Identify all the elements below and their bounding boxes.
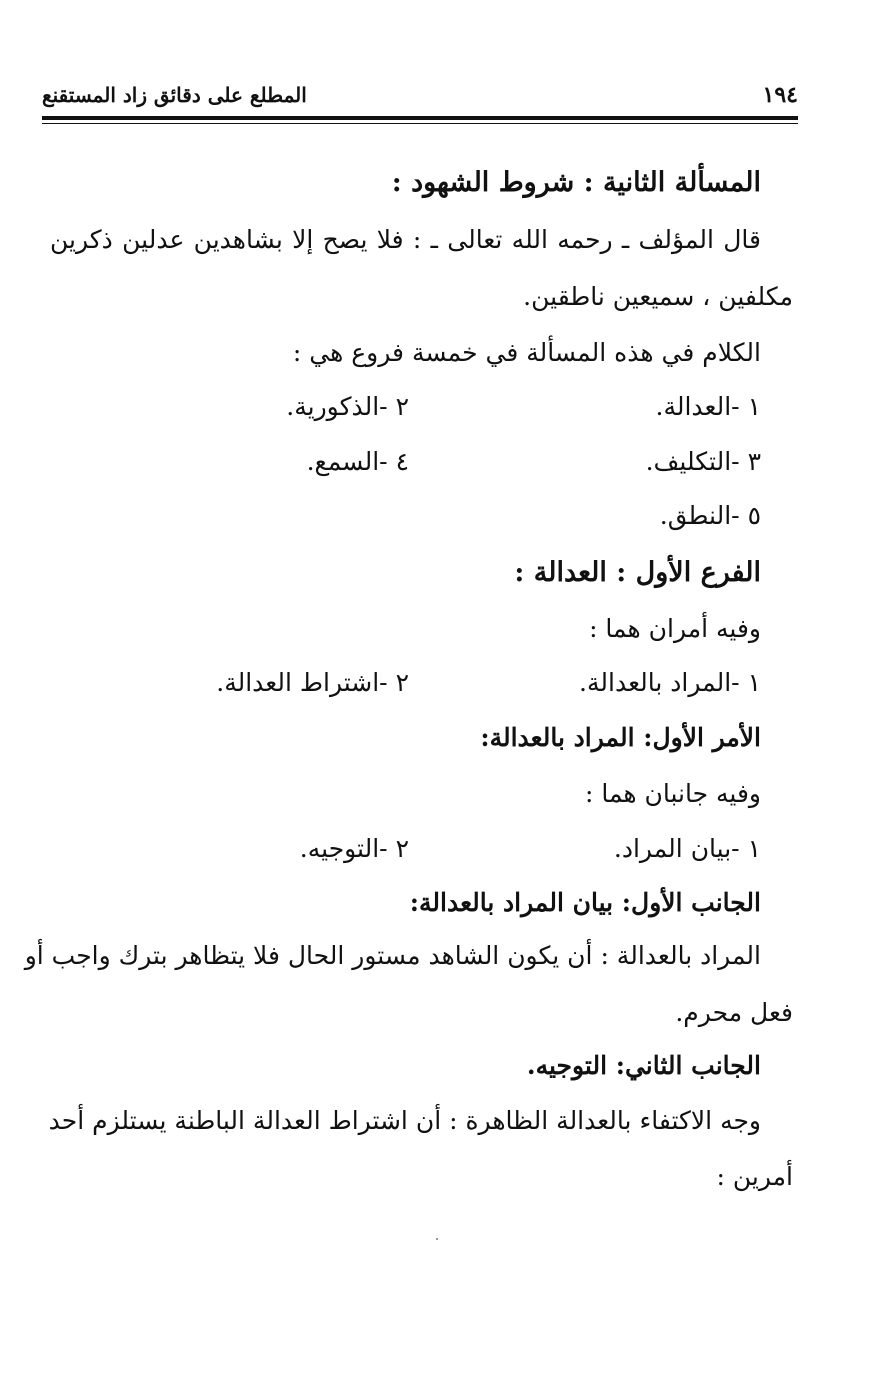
matter-item-1: ١ -المراد بالعدالة. xyxy=(579,668,761,697)
quote-line-1: قال المؤلف ـ رحمه الله تعالى ـ : فلا يصح إلا بشاهدين عدلين ذكرين xyxy=(50,225,761,254)
branch-item-2: ٢ -الذكورية. xyxy=(286,392,409,421)
matter-item-2: ٢ -اشتراط العدالة. xyxy=(216,668,409,697)
branch1-title: الفرع الأول : العدالة : xyxy=(514,557,761,588)
branch-item-1: ١ -العدالة. xyxy=(655,392,761,421)
reason-line-2: أمرين : xyxy=(716,1162,793,1191)
section-title: المسألة الثانية : شروط الشهود : xyxy=(391,167,761,198)
branch1-intro: وفيه أمران هما : xyxy=(589,614,761,643)
aspect-item-2: ٢ -التوجيه. xyxy=(299,834,409,863)
branch-item-4: ٤ -السمع. xyxy=(306,447,409,476)
page-number: ١٩٤ xyxy=(762,82,798,108)
branches-intro: الكلام في هذه المسألة في خمسة فروع هي : xyxy=(292,338,761,367)
branch-item-5: ٥ -النطق. xyxy=(659,501,761,530)
scan-speck xyxy=(436,1238,438,1240)
matter1-title: الأمر الأول: المراد بالعدالة: xyxy=(480,723,761,752)
matter1-intro: وفيه جانبان هما : xyxy=(584,779,761,808)
header-rule-thin xyxy=(42,123,798,124)
definition-line-2: فعل محرم. xyxy=(675,998,793,1027)
page-header xyxy=(42,82,798,108)
reason-line-1: وجه الاكتفاء بالعدالة الظاهرة : أن اشتراط العدالة الباطنة يستلزم أحد xyxy=(48,1106,761,1135)
book-title: المطلع على دقائق زاد المستقنع xyxy=(42,83,307,107)
aspect1-title: الجانب الأول: بيان المراد بالعدالة: xyxy=(409,888,761,917)
aspect-item-1: ١ -بيان المراد. xyxy=(613,834,761,863)
header-rule-thick xyxy=(42,116,798,120)
quote-line-2: مكلفين ، سميعين ناطقين. xyxy=(523,282,793,311)
aspect2-title: الجانب الثاني: التوجيه. xyxy=(526,1051,761,1080)
definition-line-1: المراد بالعدالة : أن يكون الشاهد مستور الحال فلا يتظاهر بترك واجب أو xyxy=(24,941,761,970)
branch-item-3: ٣ -التكليف. xyxy=(645,447,761,476)
